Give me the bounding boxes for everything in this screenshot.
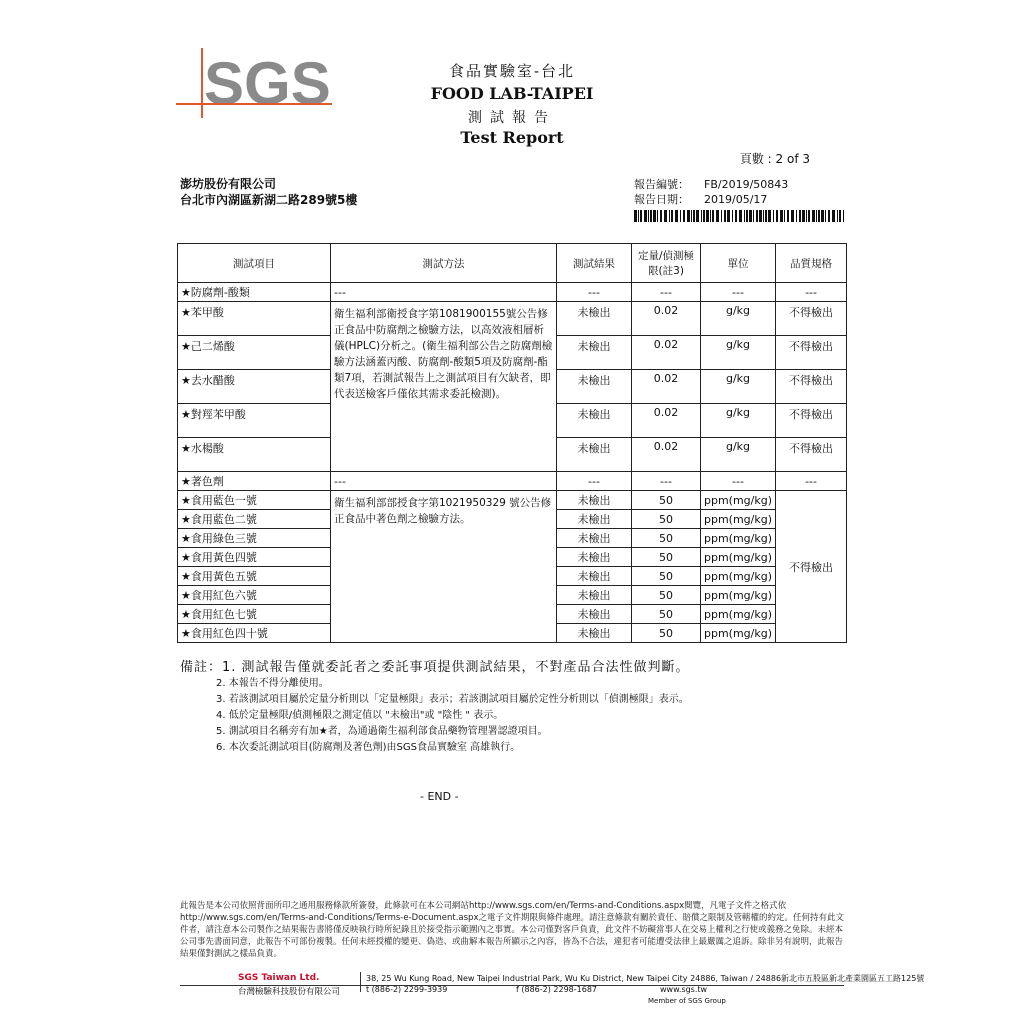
barcode-bar	[808, 210, 810, 222]
barcode-bar	[691, 210, 692, 222]
spec-colorants: 不得檢出	[776, 491, 847, 643]
client-name: 澎坊股份有限公司	[180, 177, 277, 191]
barcode-bar	[653, 210, 656, 222]
barcode-bar	[784, 210, 785, 222]
footer-tel: t (886-2) 2299-3939	[366, 985, 448, 994]
group-dash: ---	[632, 472, 701, 491]
note-5: 5. 測試項目名稱旁有加★者，為通過衛生福利部食品藥物管理署認證項目。	[216, 726, 548, 737]
row-unit: ppm(mg/kg)	[701, 605, 776, 624]
barcode-bar	[664, 210, 667, 222]
barcode-bar	[706, 210, 709, 222]
barcode-bar	[812, 210, 815, 222]
row-unit: g/kg	[701, 370, 776, 404]
note-1: 1. 測試報告僅就委託者之委託事項提供測試結果，不對產品合法性做判斷。	[222, 660, 690, 675]
barcode-bar	[744, 210, 745, 222]
page-label: 頁數 :	[739, 152, 772, 166]
barcode-bar	[780, 210, 783, 222]
row-result: 未檢出	[557, 624, 632, 643]
header-limit: 定量/偵測極限(註3)	[632, 244, 701, 283]
row-result: 未檢出	[557, 491, 632, 510]
barcode-bar	[703, 210, 705, 222]
row-limit: 50	[632, 510, 701, 529]
barcode-bar	[732, 210, 733, 222]
row-limit: 50	[632, 586, 701, 605]
report-meta	[634, 177, 788, 207]
row-unit: g/kg	[701, 302, 776, 336]
row-spec: 不得檢出	[776, 336, 847, 370]
row-limit: 50	[632, 605, 701, 624]
row-item: ★己二烯酸	[178, 336, 331, 370]
row-limit: 50	[632, 567, 701, 586]
row-unit: g/kg	[701, 438, 776, 472]
barcode-bar	[832, 210, 835, 222]
results-table	[177, 243, 847, 643]
row-result: 未檢出	[557, 605, 632, 624]
table-row	[178, 302, 847, 336]
row-limit: 0.02	[632, 302, 701, 336]
lab-name-zh: 食品實驗室-台北	[448, 62, 576, 80]
row-limit: 0.02	[632, 370, 701, 404]
report-no-label: 報告編號：	[634, 178, 689, 191]
row-item: ★食用紅色七號	[178, 605, 331, 624]
group-dash: ---	[331, 283, 557, 302]
barcode-bar	[843, 210, 844, 222]
row-result: 未檢出	[557, 336, 632, 370]
client-block	[180, 176, 357, 208]
row-result: 未檢出	[557, 586, 632, 605]
barcode-bar	[746, 210, 748, 222]
row-limit: 0.02	[632, 404, 701, 438]
note-2: 2. 本報告不得分離使用。	[216, 678, 329, 689]
notes-prefix: 備註：	[180, 660, 223, 675]
method-colorants: 衛生福利部部授食字第1021950329 號公告修正食品中著色劑之檢驗方法。	[331, 491, 557, 643]
barcode-bar	[791, 210, 794, 222]
row-result: 未檢出	[557, 510, 632, 529]
barcode-bar	[680, 210, 681, 222]
end-marker: - END -	[420, 790, 459, 803]
group-dash: ---	[557, 472, 632, 491]
page-value: 2 of 3	[775, 152, 810, 166]
barcode-bar	[657, 210, 658, 222]
row-item: ★食用綠色三號	[178, 529, 331, 548]
barcode-bar	[818, 210, 820, 222]
barcode-bar	[802, 210, 805, 222]
row-spec: 不得檢出	[776, 404, 847, 438]
page-number	[740, 150, 810, 167]
header-unit: 單位	[701, 244, 776, 283]
group-name: ★著色劑	[178, 472, 331, 491]
footer-member: Member of SGS Group	[648, 997, 726, 1005]
row-limit: 50	[632, 491, 701, 510]
group-dash: ---	[557, 283, 632, 302]
note-3: 3. 若該測試項目屬於定量分析則以「定量極限」表示；若該測試項目屬於定性分析則以「偵測極限」表示。	[216, 694, 689, 705]
header-result: 測試結果	[557, 244, 632, 283]
barcode-bar	[716, 210, 719, 222]
barcode-bar	[675, 210, 678, 222]
group-dash: ---	[331, 472, 557, 491]
table-row	[178, 491, 847, 510]
row-unit: ppm(mg/kg)	[701, 586, 776, 605]
barcode-bar	[669, 210, 670, 222]
row-unit: g/kg	[701, 336, 776, 370]
barcode-bar	[638, 210, 639, 222]
barcode-bar	[693, 210, 695, 222]
row-unit: ppm(mg/kg)	[701, 624, 776, 643]
barcode-bar	[640, 210, 642, 222]
footer-disclaimer: 此報告是本公司依照背面所印之通用服務條款所簽發，此條款可在本公司網站http://www.sgs.com/en/Terms-and-Conditions.aspx閱覽，凡電子文件之格式依http://www.sgs.com/en/Terms-and-Conditions/Terms-e-Document.aspx之電子文件期限與條件處理。請注意條款有關於責任、賠償之限制及管轄權的約定。任何持有此文件者，請注意本公司製作之結果報告書將僅反映執行時所紀錄且於接受指示範圍內之事實。本公司僅對客戶負責，此文件不妨礙當事人在交易上權利之行使或義務之免除。未經本公司事先書面同意，此報告不可部份複製。任何未經授權的變更、偽造、或曲解本報告所顯示之內容，皆為不合法，違犯者可能遭受法律上最嚴厲之追訴。除非另有說明，此報告結果僅對測試之樣品負責。	[180, 901, 844, 959]
barcode-bar	[724, 210, 726, 222]
group-name: ★防腐劑-酸類	[178, 283, 331, 302]
barcode-bar	[765, 210, 767, 222]
barcode-bar	[756, 210, 758, 222]
row-unit: ppm(mg/kg)	[701, 529, 776, 548]
footer-separator	[360, 972, 361, 992]
barcode-bar	[701, 210, 702, 222]
row-item: ★水楊酸	[178, 438, 331, 472]
row-result: 未檢出	[557, 548, 632, 567]
barcode-bar	[735, 210, 737, 222]
row-item: ★對羥苯甲酸	[178, 404, 331, 438]
notes-block	[180, 660, 690, 756]
barcode-bar	[776, 210, 778, 222]
client-address: 台北市內湖區新湖二路289號5樓	[180, 193, 358, 207]
barcode-bar	[759, 210, 762, 222]
row-limit: 50	[632, 529, 701, 548]
row-limit: 50	[632, 548, 701, 567]
barcode-bar	[773, 210, 774, 222]
barcode-bar	[839, 210, 841, 222]
footer-website: www.sgs.tw	[660, 985, 708, 994]
row-result: 未檢出	[557, 370, 632, 404]
method-preservatives: 衛生福利部衛授食字第1081900155號公告修正食品中防腐劑之檢驗方法，以高效液相層析儀(HPLC)分析之。(衛生福利部公告之防腐劑檢驗方法涵蓋丙酸、防腐劑-酸類5項及防腐劑-酯類7項，若測試報告上之測試項目有欠缺者，即代表送檢客戶僅依其需求委託檢測)。	[331, 302, 557, 472]
barcode-bar	[683, 210, 685, 222]
barcode-bar	[796, 210, 797, 222]
group-dash: ---	[776, 472, 847, 491]
row-result: 未檢出	[557, 529, 632, 548]
barcode-bar	[806, 210, 807, 222]
barcode-bar	[799, 210, 801, 222]
row-unit: ppm(mg/kg)	[701, 510, 776, 529]
barcode-bar	[825, 210, 826, 222]
report-no: FB/2019/50843	[704, 178, 789, 191]
header-spec: 品質規格	[776, 244, 847, 283]
row-limit: 0.02	[632, 438, 701, 472]
row-item: ★食用紅色六號	[178, 586, 331, 605]
footer-company-zh: 台灣檢驗科技股份有限公司	[238, 987, 341, 997]
row-result: 未檢出	[557, 302, 632, 336]
row-result: 未檢出	[557, 438, 632, 472]
barcode-bar	[712, 210, 714, 222]
header-item: 測試項目	[178, 244, 331, 283]
footer-sgs-name: SGS Taiwan Ltd.	[238, 973, 320, 983]
barcode-bar	[634, 210, 637, 222]
row-item: ★食用黃色四號	[178, 548, 331, 567]
barcode-bar	[768, 210, 771, 222]
barcode-bar	[660, 210, 662, 222]
header-method: 測試方法	[331, 244, 557, 283]
report-title-zh: 測試報告	[468, 110, 556, 126]
logo-text: SGS	[204, 50, 331, 117]
row-spec: 不得檢出	[776, 370, 847, 404]
row-result: 未檢出	[557, 567, 632, 586]
row-result: 未檢出	[557, 404, 632, 438]
note-6: 6. 本次委託測試項目(防腐劑及著色劑)由SGS食品實驗室 高雄執行。	[216, 742, 521, 753]
barcode-bar	[648, 210, 649, 222]
barcode-bar	[753, 210, 754, 222]
barcode-bar	[727, 210, 730, 222]
barcode-bar	[696, 210, 699, 222]
group-dash: ---	[776, 283, 847, 302]
row-limit: 0.02	[632, 336, 701, 370]
barcode-bar	[749, 210, 752, 222]
barcode-bar	[821, 210, 824, 222]
report-date-label: 報告日期：	[634, 193, 689, 206]
barcode-bar	[687, 210, 690, 222]
barcode-icon	[634, 210, 844, 222]
group-dash: ---	[701, 283, 776, 302]
barcode-bar	[828, 210, 830, 222]
row-item: ★去水醋酸	[178, 370, 331, 404]
note-4: 4. 低於定量極限/偵測極限之測定值以 "未檢出"或 "陰性 " 表示。	[216, 710, 504, 721]
barcode-bar	[816, 210, 817, 222]
group-dash: ---	[701, 472, 776, 491]
table-header-row	[178, 244, 847, 283]
barcode-bar	[837, 210, 838, 222]
footer-fax: f (886-2) 2298-1687	[516, 985, 597, 994]
group-dash: ---	[632, 283, 701, 302]
barcode-bar	[721, 210, 722, 222]
barcode-bar	[710, 210, 711, 222]
barcode-bar	[671, 210, 673, 222]
row-unit: ppm(mg/kg)	[701, 491, 776, 510]
row-item: ★苯甲酸	[178, 302, 331, 336]
footer-address: 38, 25 Wu Kung Road, New Taipei Industrial Park, Wu Ku District, New Taipei City 24886, Taiwan / 24886新北市五股區新北產業園區五工路125號	[366, 974, 925, 983]
row-limit: 50	[632, 624, 701, 643]
barcode-bar	[787, 210, 789, 222]
barcode-bar	[650, 210, 652, 222]
barcode-bar	[739, 210, 742, 222]
report-title-en: Test Report	[460, 128, 564, 147]
row-unit: g/kg	[701, 404, 776, 438]
report-date: 2019/05/17	[704, 193, 768, 206]
group-row-preservatives	[178, 283, 847, 302]
row-item: ★食用藍色一號	[178, 491, 331, 510]
row-spec: 不得檢出	[776, 302, 847, 336]
row-item: ★食用紅色四十號	[178, 624, 331, 643]
lab-name-en: FOOD LAB-TAIPEI	[430, 84, 594, 103]
row-item: ★食用黃色五號	[178, 567, 331, 586]
barcode-bar	[644, 210, 647, 222]
group-row-colorants	[178, 472, 847, 491]
barcode-bar	[763, 210, 764, 222]
row-unit: ppm(mg/kg)	[701, 548, 776, 567]
row-unit: ppm(mg/kg)	[701, 567, 776, 586]
row-spec: 不得檢出	[776, 438, 847, 472]
row-item: ★食用藍色二號	[178, 510, 331, 529]
